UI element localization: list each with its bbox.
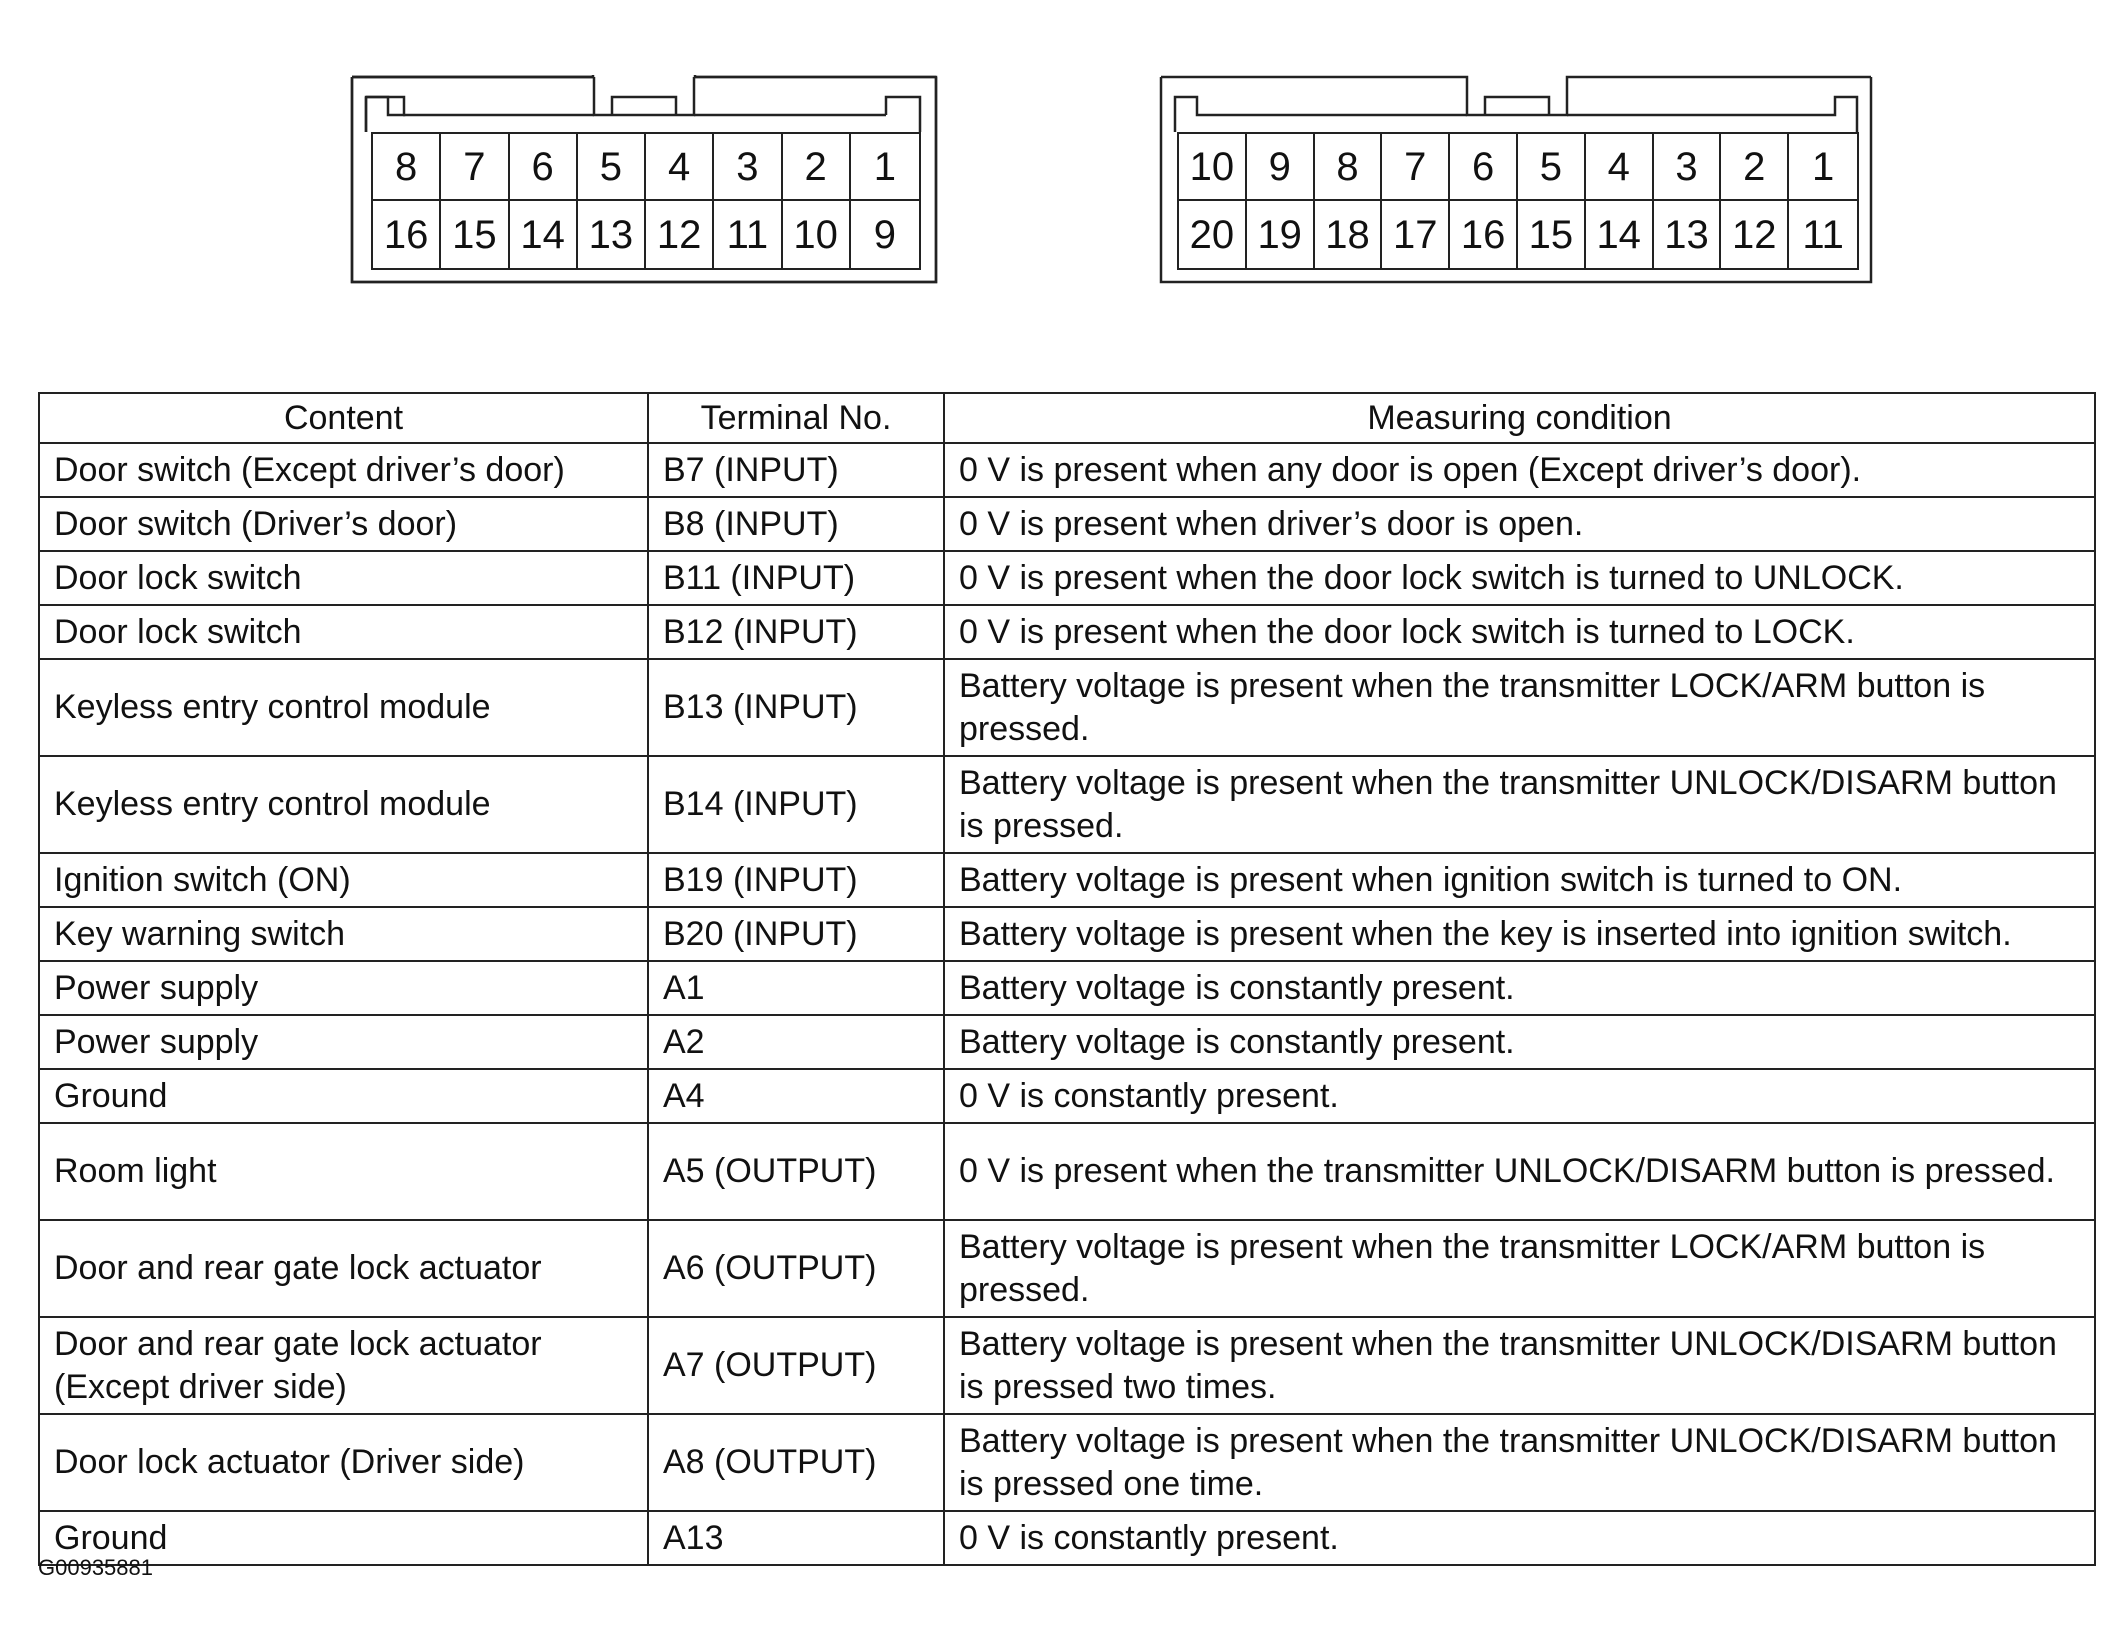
cell-content: Door lock actuator (Driver side) <box>39 1414 648 1511</box>
cell-content: Ignition switch (ON) <box>39 853 648 907</box>
pin-cell: 14 <box>510 201 578 268</box>
pin-cell: 11 <box>714 201 782 268</box>
table-row <box>39 1511 2095 1565</box>
cell-terminal-no: A4 <box>648 1069 944 1123</box>
cell-measuring-condition: 0 V is present when the door lock switch is turned to UNLOCK. <box>944 551 2095 605</box>
cell-terminal-no: A1 <box>648 961 944 1015</box>
pin-cell: 13 <box>578 201 646 268</box>
pin-cell: 7 <box>441 134 509 201</box>
pin-cell: 7 <box>1382 134 1450 201</box>
cell-measuring-condition: 0 V is present when the transmitter UNLOCK/DISARM button is pressed. <box>944 1123 2095 1220</box>
pin-cell: 12 <box>1721 201 1789 268</box>
pin-cell: 12 <box>646 201 714 268</box>
table-row <box>39 907 2095 961</box>
cell-content: Door and rear gate lock actuator <box>39 1220 648 1317</box>
cell-content: Door switch (Driver’s door) <box>39 497 648 551</box>
pin-cell: 5 <box>578 134 646 201</box>
cell-content: Door lock switch <box>39 605 648 659</box>
cell-measuring-condition: Battery voltage is constantly present. <box>944 1015 2095 1069</box>
pin-cell: 2 <box>783 134 851 201</box>
pin-cell: 1 <box>1789 134 1857 201</box>
cell-measuring-condition: Battery voltage is present when the transmitter LOCK/ARM button is pressed. <box>944 1220 2095 1317</box>
pin-cell: 10 <box>783 201 851 268</box>
pin-cell: 20 <box>1179 201 1247 268</box>
cell-measuring-condition: Battery voltage is present when the transmitter LOCK/ARM button is pressed. <box>944 659 2095 756</box>
cell-terminal-no: B20 (INPUT) <box>648 907 944 961</box>
table-row <box>39 1069 2095 1123</box>
pin-cell: 1 <box>851 134 919 201</box>
cell-content: Door switch (Except driver’s door) <box>39 443 648 497</box>
cell-terminal-no: B7 (INPUT) <box>648 443 944 497</box>
table-body <box>39 443 2095 1565</box>
pin-cell: 3 <box>1654 134 1722 201</box>
table-row <box>39 659 2095 756</box>
cell-measuring-condition: Battery voltage is present when the transmitter UNLOCK/DISARM button is pressed one time. <box>944 1414 2095 1511</box>
cell-terminal-no: A2 <box>648 1015 944 1069</box>
table-row <box>39 1414 2095 1511</box>
table-row <box>39 961 2095 1015</box>
cell-terminal-no: A5 (OUTPUT) <box>648 1123 944 1220</box>
figure-id: G00935881 <box>38 1555 153 1580</box>
table-row <box>39 853 2095 907</box>
cell-terminal-no: A7 (OUTPUT) <box>648 1317 944 1414</box>
cell-measuring-condition: Battery voltage is present when ignition switch is turned to ON. <box>944 853 2095 907</box>
header-content: Content <box>39 393 648 443</box>
cell-measuring-condition: 0 V is present when any door is open (Except driver’s door). <box>944 443 2095 497</box>
cell-terminal-no: B12 (INPUT) <box>648 605 944 659</box>
table-row <box>39 1220 2095 1317</box>
cell-content: Key warning switch <box>39 907 648 961</box>
table-row <box>39 756 2095 853</box>
cell-measuring-condition: Battery voltage is present when the key is inserted into ignition switch. <box>944 907 2095 961</box>
header-terminal-no: Terminal No. <box>648 393 944 443</box>
connector-20-pin <box>1159 75 1873 284</box>
terminal-table <box>38 392 2096 1566</box>
header-measuring-condition: Measuring condition <box>944 393 2095 443</box>
table-row <box>39 551 2095 605</box>
pin-cell: 16 <box>1450 201 1518 268</box>
cell-content: Door and rear gate lock actuator (Except driver side) <box>39 1317 648 1414</box>
cell-content: Ground <box>39 1069 648 1123</box>
cell-content: Power supply <box>39 1015 648 1069</box>
pin-cell: 3 <box>714 134 782 201</box>
pin-cell: 4 <box>646 134 714 201</box>
table-row <box>39 497 2095 551</box>
cell-terminal-no: A13 <box>648 1511 944 1565</box>
connector-16-pin <box>350 75 938 284</box>
pin-cell: 13 <box>1654 201 1722 268</box>
cell-measuring-condition: 0 V is present when driver’s door is open. <box>944 497 2095 551</box>
pin-cell: 14 <box>1586 201 1654 268</box>
table-row <box>39 605 2095 659</box>
table-row <box>39 1317 2095 1414</box>
cell-measuring-condition: Battery voltage is present when the transmitter UNLOCK/DISARM button is pressed two times. <box>944 1317 2095 1414</box>
pin-cell: 2 <box>1721 134 1789 201</box>
pin-cell: 17 <box>1382 201 1450 268</box>
table-row <box>39 1123 2095 1220</box>
pin-cell: 8 <box>373 134 441 201</box>
pin-cell: 8 <box>1315 134 1383 201</box>
cell-terminal-no: B13 (INPUT) <box>648 659 944 756</box>
cell-terminal-no: B11 (INPUT) <box>648 551 944 605</box>
pin-cell: 19 <box>1247 201 1315 268</box>
pin-cell: 6 <box>510 134 578 201</box>
cell-terminal-no: B19 (INPUT) <box>648 853 944 907</box>
pin-cell: 6 <box>1450 134 1518 201</box>
pin-cell: 4 <box>1586 134 1654 201</box>
pin-cell: 10 <box>1179 134 1247 201</box>
cell-terminal-no: B8 (INPUT) <box>648 497 944 551</box>
table-header-row <box>39 393 2095 443</box>
cell-content: Keyless entry control module <box>39 659 648 756</box>
cell-content: Room light <box>39 1123 648 1220</box>
pin-grid <box>1177 132 1859 270</box>
pin-cell: 9 <box>1247 134 1315 201</box>
cell-content: Ground <box>39 1511 648 1565</box>
table-row <box>39 443 2095 497</box>
pin-grid <box>371 132 921 270</box>
cell-terminal-no: B14 (INPUT) <box>648 756 944 853</box>
cell-measuring-condition: 0 V is constantly present. <box>944 1511 2095 1565</box>
cell-terminal-no: A8 (OUTPUT) <box>648 1414 944 1511</box>
cell-content: Power supply <box>39 961 648 1015</box>
cell-measuring-condition: 0 V is present when the door lock switch is turned to LOCK. <box>944 605 2095 659</box>
table-row <box>39 1015 2095 1069</box>
cell-content: Keyless entry control module <box>39 756 648 853</box>
cell-terminal-no: A6 (OUTPUT) <box>648 1220 944 1317</box>
cell-measuring-condition: Battery voltage is constantly present. <box>944 961 2095 1015</box>
cell-measuring-condition: Battery voltage is present when the transmitter UNLOCK/DISARM button is pressed. <box>944 756 2095 853</box>
pin-cell: 18 <box>1315 201 1383 268</box>
pin-cell: 5 <box>1518 134 1586 201</box>
pin-cell: 9 <box>873 212 896 257</box>
pin-cell: 11 <box>1802 212 1844 257</box>
cell-content: Door lock switch <box>39 551 648 605</box>
pin-cell: 16 <box>373 201 441 268</box>
pin-cell: 15 <box>1518 201 1586 268</box>
pin-cell: 15 <box>441 201 509 268</box>
cell-measuring-condition: 0 V is constantly present. <box>944 1069 2095 1123</box>
